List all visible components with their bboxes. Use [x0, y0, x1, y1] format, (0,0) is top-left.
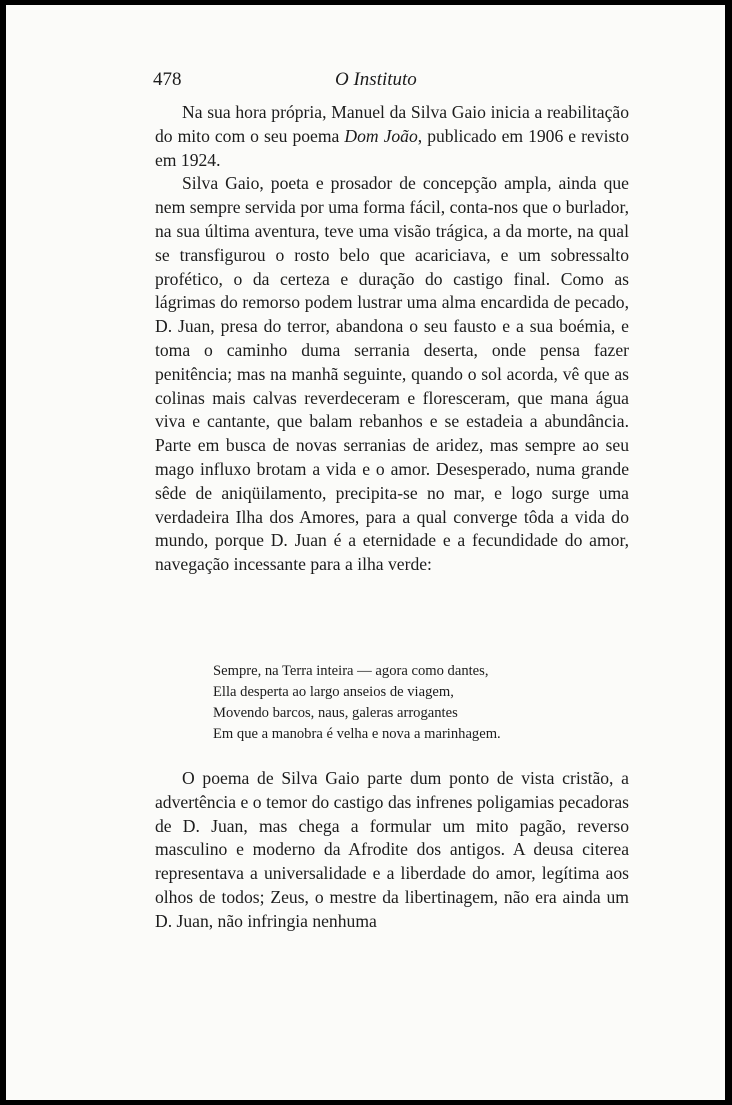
verse-line: Ella desperta ao largo anseios de viagem, [213, 684, 454, 700]
page-header [153, 69, 633, 93]
paragraph-summary: Silva Gaio, poeta e prosador de concepção ampla, ainda que nem sempre servida por uma forma fácil, conta-nos que o burlador, na sua última aventura, teve uma visão trágica, a da morte, na qual se transfigurou o rosto belo que acariciava, e um sobressalto profético, o da certeza e duração do castigo final. Como as lágrimas do remorso podem lustrar uma alma encardida de pecado, D. Juan, presa do terror, abandona o seu fausto e a sua boémia, e toma o caminho duma serrania deserta, onde pensa fazer penitência; mas na manhã seguinte, quando o sol acorda, vê que as colinas mais calvas reverdeceram e floresceram, que mana água viva e cantante, que balam rebanhos e se estadeia a abundância. Parte em busca de novas serranias de aridez, mas sempre ao seu mago influxo brotam a vida e o amor. Desesperado, numa grande sêde de aniqüilamento, precipita-se no mar, e logo surge uma verdadeira Ilha dos Amores, para a qual converge tôda a vida do mundo, porque D. Juan é a eternidade e a fecundidade do amor, navegação incessante para a ilha verde: [155, 173, 629, 575]
book-page [6, 5, 725, 1100]
body-text-continued [155, 767, 629, 934]
running-title: O Instituto [335, 69, 417, 90]
page-number: 478 [153, 69, 182, 90]
poem-title: Dom João [344, 125, 418, 146]
paragraph-analysis: O poema de Silva Gaio parte dum ponto de vista cristão, a advertência e o temor do castigo das infrenes poligamias pecadoras de D. Juan, mas chega a formular um mito pagão, reverso masculino e moderno da Afrodite dos antigos. A deusa citerea representava a universalidade e a liberdade do amor, legítima aos olhos de todos; Zeus, o mestre da libertinagem, não era ainda um D. Juan, não infringia nenhuma [155, 768, 629, 931]
verse-line: Em que a manobra é velha e nova a marinhagem. [213, 726, 501, 742]
body-text [155, 101, 629, 577]
paragraph-intro: Na sua hora própria, Manuel da Silva Gaio inicia a reabilitação do mito com o seu poema Dom João, publicado em 1906 e revisto em 1924. [155, 102, 629, 170]
verse-quote [213, 661, 613, 745]
verse-line: Movendo barcos, naus, galeras arrogantes [213, 705, 458, 721]
verse-line: Sempre, na Terra inteira — agora como dantes, [213, 663, 489, 679]
